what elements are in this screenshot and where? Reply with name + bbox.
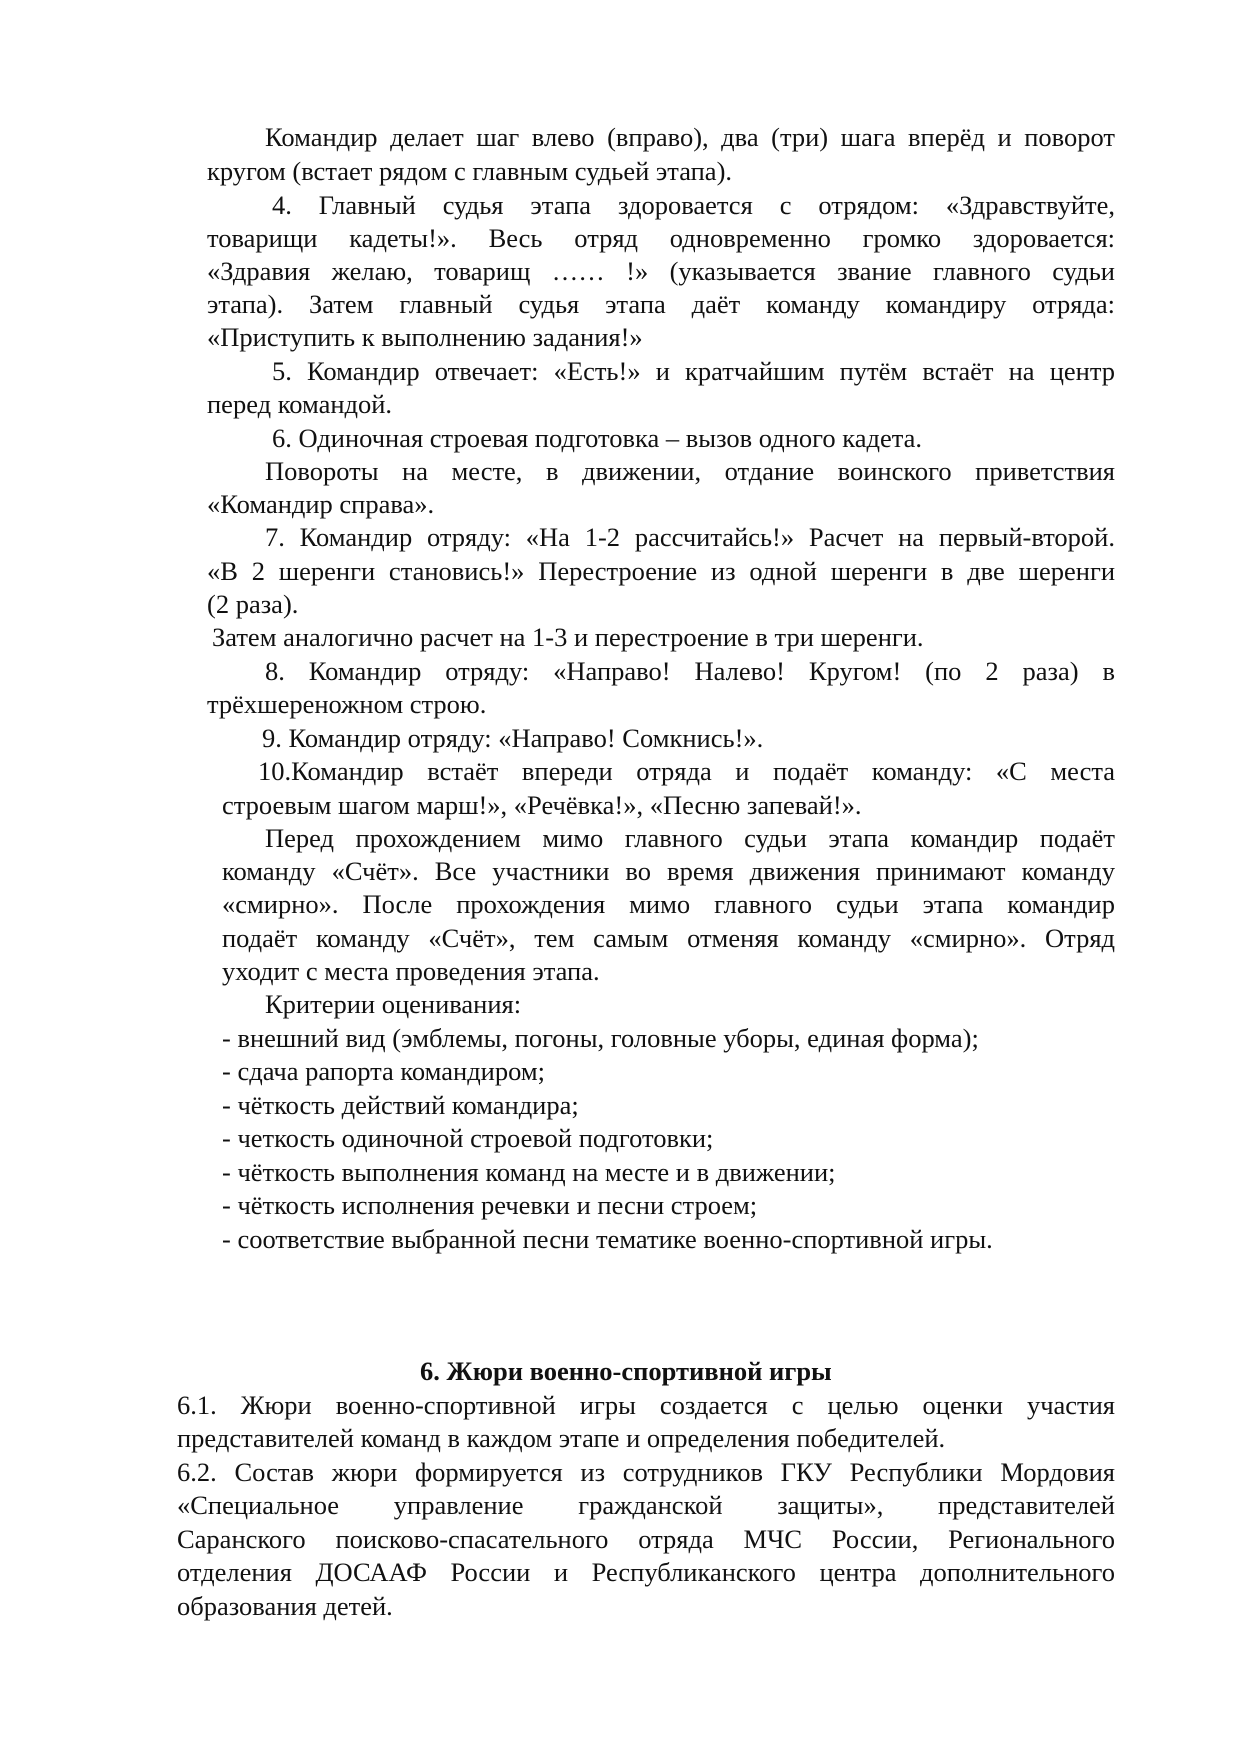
paragraph-line: представителей команд в каждом этапе и определения победителей. <box>177 1423 946 1453</box>
paragraph-line: Саранского поисково-спасательного отряда МЧС России, Регионального <box>177 1524 1115 1554</box>
list-item: - чёткость исполнения речевки и песни строем; <box>222 1190 758 1220</box>
section-heading: 6. Жюри военно-спортивной игры <box>420 1356 832 1386</box>
paragraph-line: 6.1. Жюри военно-спортивной игры создается с целью оценки участия <box>177 1390 1115 1420</box>
paragraph-line: «В 2 шеренги становись!» Перестроение из одной шеренги в две шеренги <box>207 556 1115 586</box>
paragraph-line: строевым шагом марш!», «Речёвка!», «Песню запевай!». <box>222 790 862 820</box>
paragraph-line: Командир делает шаг влево (вправо), два (три) шага вперёд и поворот <box>265 122 1115 152</box>
paragraph-line: Перед прохождением мимо главного судьи этапа командир подаёт <box>265 823 1115 853</box>
list-item: - соответствие выбранной песни тематике военно-спортивной игры. <box>222 1224 993 1254</box>
paragraph-line: товарищи кадеты!». Весь отряд одновременно громко здоровается: <box>207 223 1115 253</box>
paragraph-line: 9. Командир отряду: «Направо! Сомкнись!». <box>262 723 764 753</box>
paragraph-line: «Приступить к выполнению задания!» <box>207 322 643 352</box>
list-item: - чёткость выполнения команд на месте и в движении; <box>222 1157 836 1187</box>
paragraph-line: 6.2. Состав жюри формируется из сотрудников ГКУ Республики Мордовия <box>177 1457 1115 1487</box>
paragraph-line: 4. Главный судья этапа здоровается с отрядом: «Здравствуйте, <box>272 190 1115 220</box>
paragraph-line: Критерии оценивания: <box>265 989 522 1019</box>
paragraph-line: 5. Командир отвечает: «Есть!» и кратчайшим путём встаёт на центр <box>272 356 1115 386</box>
paragraph-line: 7. Командир отряду: «На 1-2 рассчитайсь!» Расчет на первый-второй. <box>265 522 1115 552</box>
list-item: - внешний вид (эмблемы, погоны, головные уборы, единая форма); <box>222 1023 979 1053</box>
paragraph-line: 6. Одиночная строевая подготовка – вызов одного кадета. <box>272 423 923 453</box>
list-item: - чёткость действий командира; <box>222 1090 579 1120</box>
paragraph-line: «Командир справа». <box>207 489 435 519</box>
paragraph-line: 8. Командир отряду: «Направо! Налево! Кругом! (по 2 раза) в <box>265 656 1115 686</box>
paragraph-line: «смирно». После прохождения мимо главного судьи этапа командир <box>222 889 1115 919</box>
paragraph-line: отделения ДОСААФ России и Республиканского центра дополнительного <box>177 1557 1115 1587</box>
paragraph-line: трёхшереножном строю. <box>207 689 487 719</box>
paragraph-line: уходит с места проведения этапа. <box>222 956 600 986</box>
paragraph-line: 10.Командир встаёт впереди отряда и подаёт команду: «С места <box>258 756 1115 786</box>
paragraph-line: команду «Счёт». Все участники во время движения принимают команду <box>222 856 1115 886</box>
paragraph-line: Затем аналогично расчет на 1-3 и перестроение в три шеренги. <box>212 622 924 652</box>
paragraph-line: Повороты на месте, в движении, отдание воинского приветствия <box>265 456 1115 486</box>
paragraph-line: подаёт команду «Счёт», тем самым отменяя команду «смирно». Отряд <box>222 923 1115 953</box>
list-item: - сдача рапорта командиром; <box>222 1056 545 1086</box>
paragraph-line: (2 раза). <box>207 589 299 619</box>
paragraph-line: перед командой. <box>207 389 393 419</box>
paragraph-line: «Здравия желаю, товарищ …… !» (указывается звание главного судьи <box>207 256 1115 286</box>
list-item: - четкость одиночной строевой подготовки; <box>222 1123 714 1153</box>
paragraph-line: образования детей. <box>177 1591 393 1621</box>
paragraph-line: этапа). Затем главный судья этапа даёт команду командиру отряда: <box>207 289 1115 319</box>
paragraph-line: «Специальное управление гражданской защиты», представителей <box>177 1490 1115 1520</box>
paragraph-line: кругом (встает рядом с главным судьей этапа). <box>207 156 733 186</box>
